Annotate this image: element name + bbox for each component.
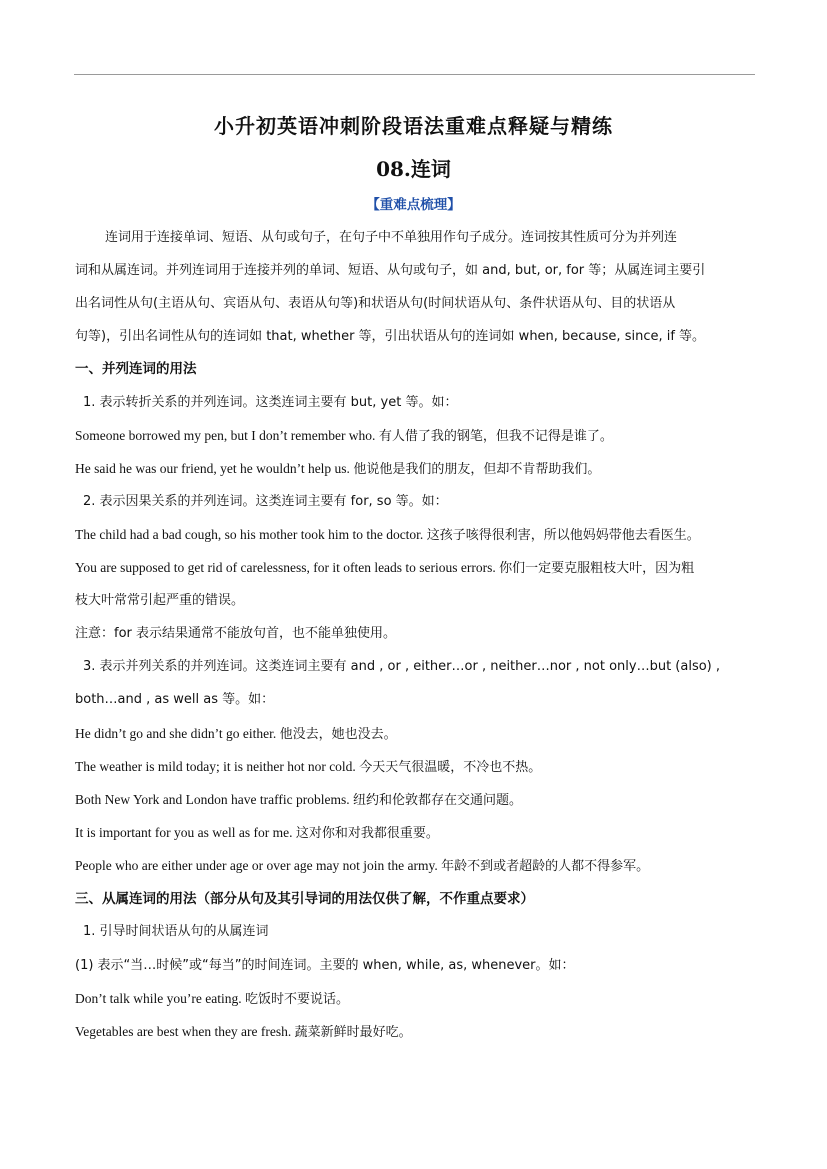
point-3-label-continued: both…and , as well as 等。如： <box>75 692 275 707</box>
example-en: It is important for you as well as for me. <box>75 825 293 840</box>
example-en: He said he was our friend, yet he wouldn’t help us. <box>75 461 350 476</box>
example-cn: 有人借了我的钢笔，但我不记得是谁了。 <box>378 429 613 444</box>
document-subtitle: 08.连词 <box>376 157 451 181</box>
example-en: The weather is mild today; it is neither hot nor cold. <box>75 759 356 774</box>
example-en: Vegetables are best when they are fresh. <box>75 1024 292 1039</box>
example-sentence <box>75 460 755 479</box>
example-cn: 这孩子咳得很利害，所以他妈妈带他去看医生。 <box>426 528 700 543</box>
example-en: Someone borrowed my pen, but I don’t remember who. <box>75 428 376 443</box>
example-cn: 今天天气很温暖，不冷也不热。 <box>359 760 542 775</box>
example-cn: 他没去，她也没去。 <box>279 727 397 742</box>
example-en: People who are either under age or over age may not join the army. <box>75 858 438 873</box>
note-text: 注意：for 表示结果通常不能放句首，也不能单独使用。 <box>75 626 397 641</box>
example-cn: 这对你和对我都很重要。 <box>295 826 439 841</box>
intro-line-1: 连词用于连接单词、短语、从句或句子，在句子中不单独用作句子成分。连词按其性质可分为并列连 <box>105 230 678 245</box>
example-sentence <box>75 1023 755 1042</box>
intro-line-3: 出名词性从句(主语从句、宾语从句、表语从句等)和状语从句(时间状语从句、条件状语从句、目的状语从 <box>75 296 676 311</box>
point-3-label: 3. 表示并列关系的并列连词。这类连词主要有 and , or , either…or , neither…nor , not only…but (also) , <box>83 659 721 674</box>
point-1-label: 1. 引导时间状语从句的从属连词 <box>83 924 269 939</box>
example-sentence <box>75 824 755 843</box>
example-en: Don’t talk while you’re eating. <box>75 991 242 1006</box>
example-sentence <box>75 427 755 446</box>
section-label: 【重难点梳理】 <box>366 197 461 213</box>
intro-line-4: 句等)，引出名词性从句的连词如 that, whether 等，引出状语从句的连词如 when, because, since, if 等。 <box>75 329 706 344</box>
point-1-label: 1. 表示转折关系的并列连词。这类连词主要有 but, yet 等。如： <box>83 395 458 410</box>
example-cn: 你们一定要克服粗枝大叶，因为粗 <box>499 561 695 576</box>
example-en: Both New York and London have traffic problems. <box>75 792 350 807</box>
example-cn: 蔬菜新鲜时最好吃。 <box>294 1025 412 1040</box>
example-sentence <box>75 990 755 1009</box>
point-2-label: 2. 表示因果关系的并列连词。这类连词主要有 for, so 等。如： <box>83 494 448 509</box>
example-en: He didn’t go and she didn’t go either. <box>75 726 277 741</box>
example-sentence <box>75 791 755 810</box>
example-cn: 他说他是我们的朋友，但却不肯帮助我们。 <box>353 462 601 477</box>
intro-line-2: 词和从属连词。并列连词用于连接并列的单词、短语、从句或句子，如 and, but, or, for 等；从属连词主要引 <box>75 263 706 278</box>
sub-point-label: (1) 表示“当…时候”或“每当”的时间连词。主要的 when, while, as, whenever。如： <box>75 958 575 973</box>
example-cn: 年龄不到或者超龄的人都不得参军。 <box>441 859 650 874</box>
example-sentence <box>75 857 755 876</box>
section-heading-3: 三、从属连词的用法（部分从句及其引导词的用法仅供了解，不作重点要求） <box>75 891 534 907</box>
example-cn: 吃饭时不要说话。 <box>244 992 349 1007</box>
header-rule <box>74 74 755 75</box>
example-cn-continued: 枝大叶常常引起严重的错误。 <box>75 593 245 608</box>
example-sentence <box>75 725 755 744</box>
example-en: The child had a bad cough, so his mother took him to the doctor. <box>75 527 424 542</box>
example-en: You are supposed to get rid of carelessness, for it often leads to serious errors. <box>75 560 496 575</box>
example-sentence <box>75 758 755 777</box>
example-sentence <box>75 526 755 545</box>
example-sentence <box>75 559 755 578</box>
example-cn: 纽约和伦敦都存在交通问题。 <box>352 793 522 808</box>
document-title: 小升初英语冲刺阶段语法重难点释疑与精练 <box>214 114 613 138</box>
section-heading-1: 一、并列连词的用法 <box>75 361 197 377</box>
